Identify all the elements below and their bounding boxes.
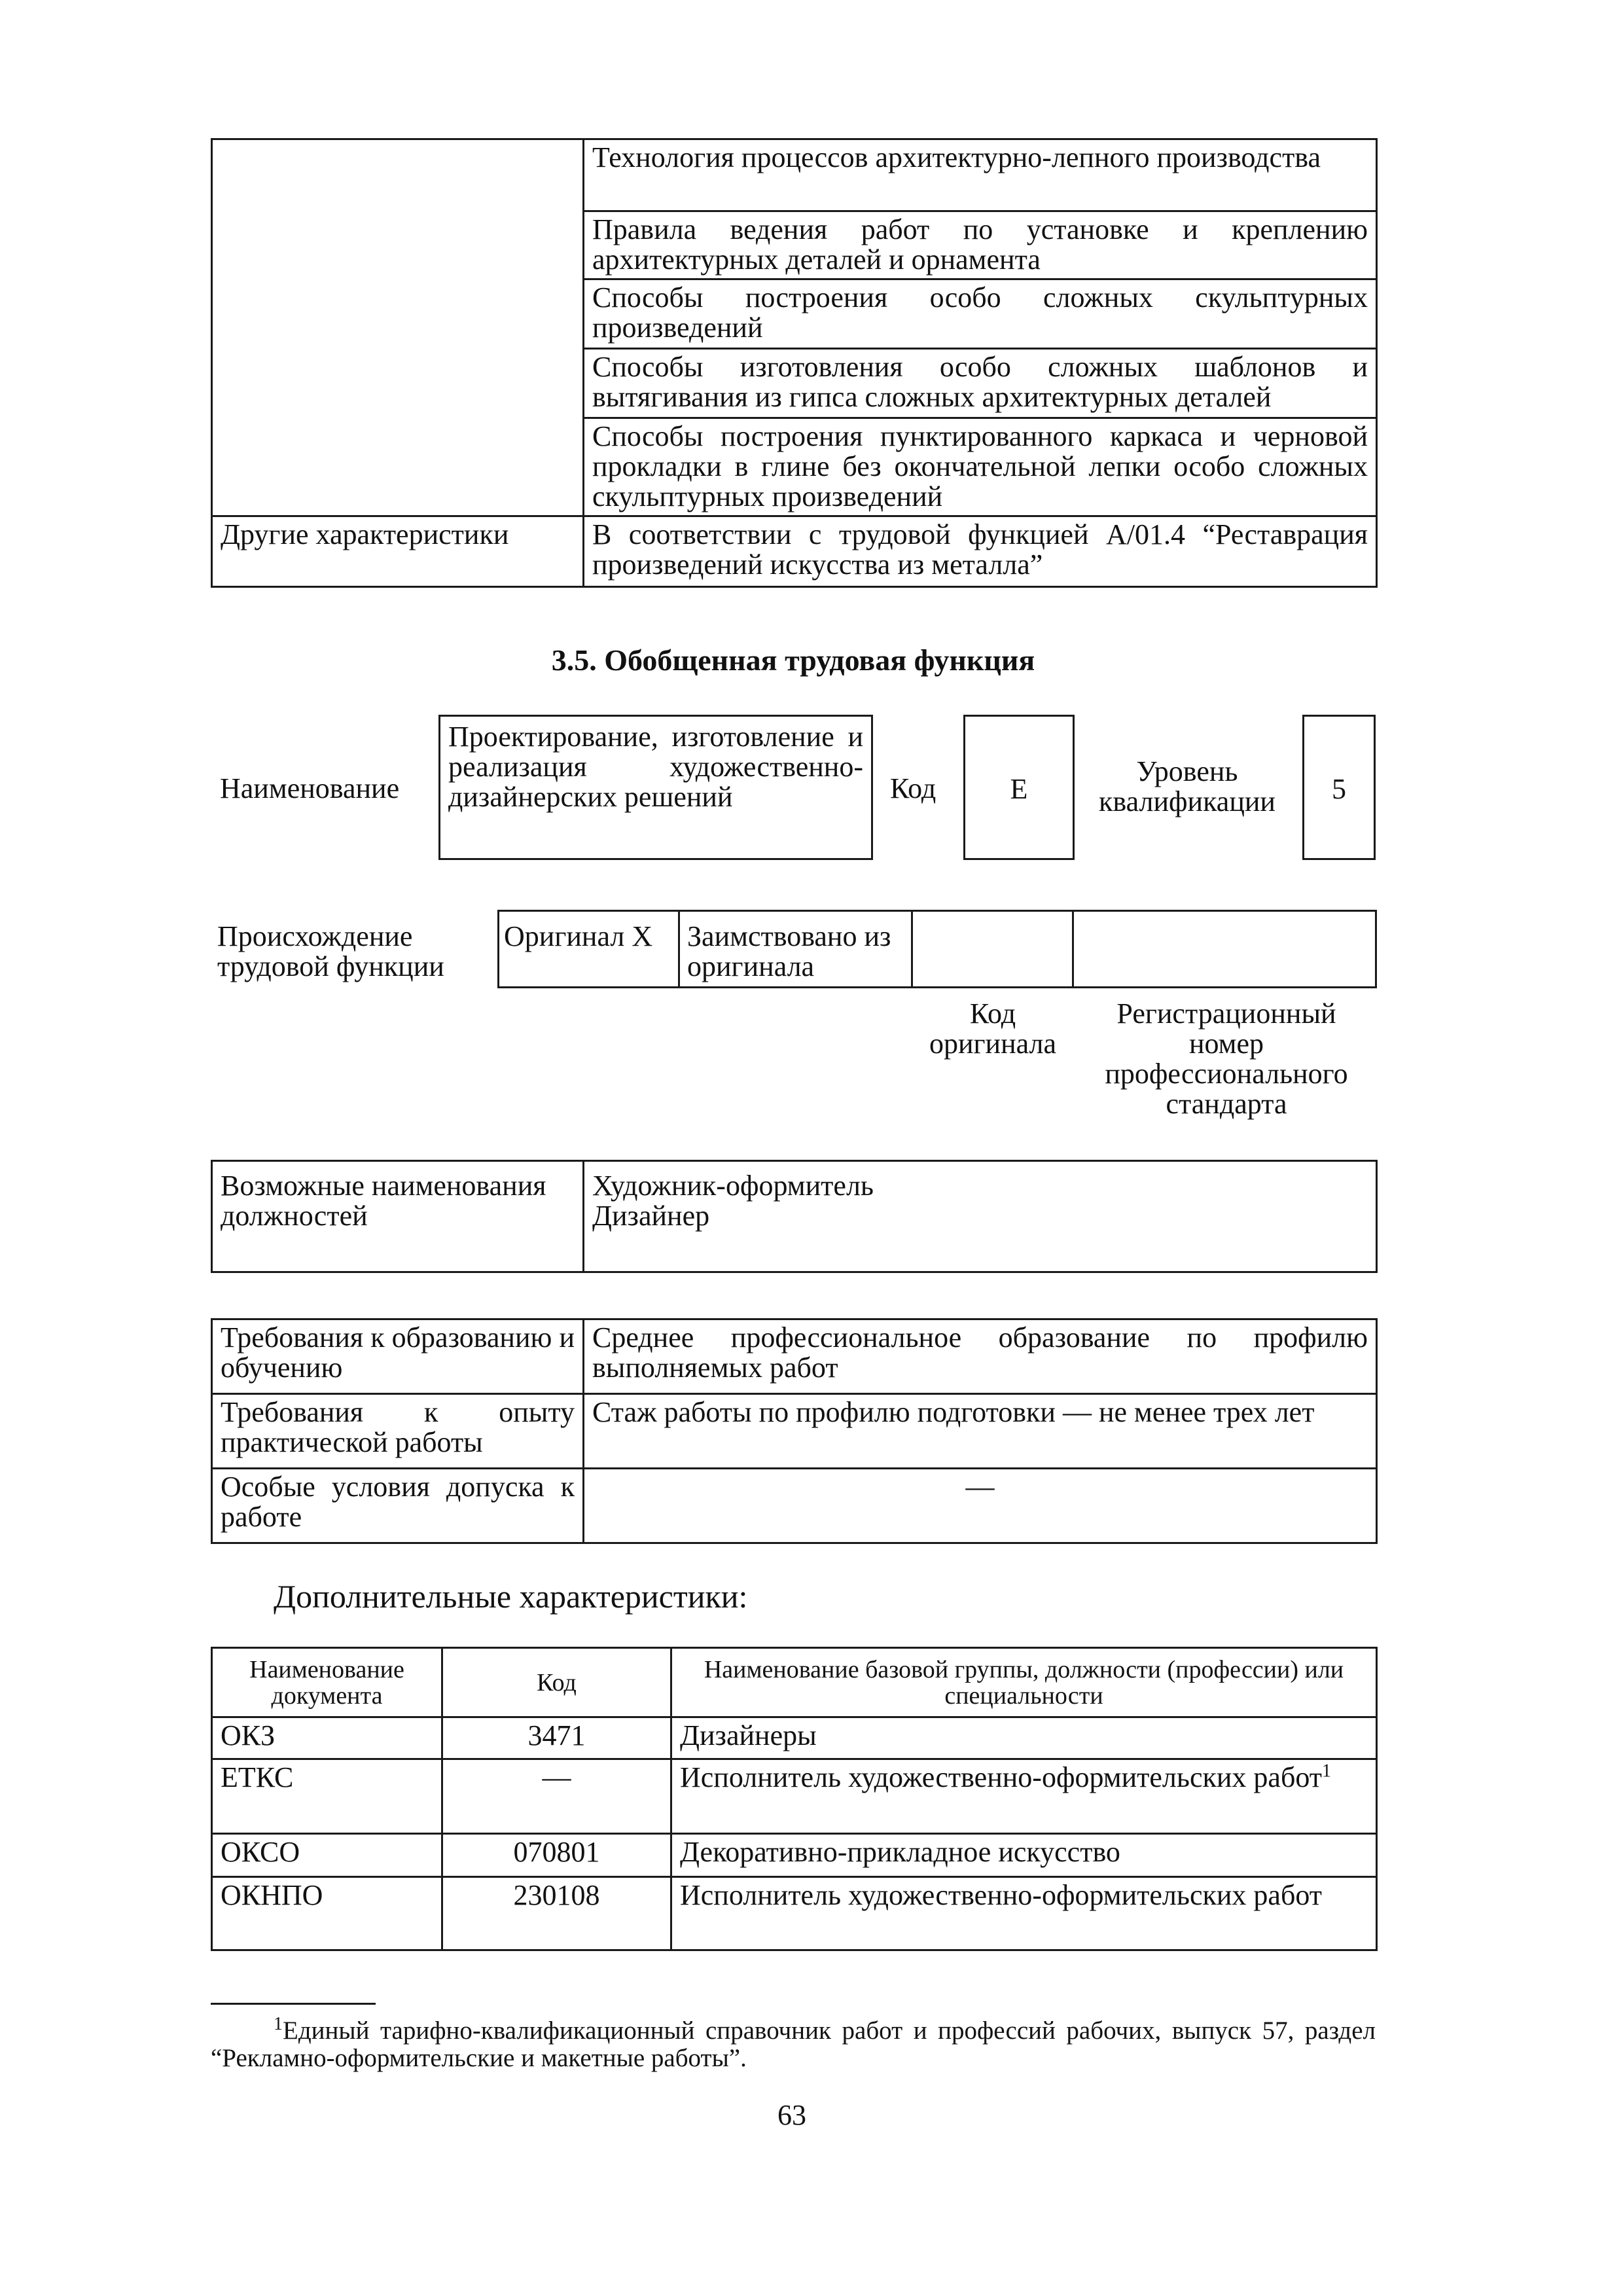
section-title: 3.5. Обобщенная трудовая функция [551,643,1035,677]
table-row [212,1759,1377,1834]
origin-code-box [1072,910,1074,988]
table-row [212,1717,1377,1759]
footnote-mark: 1 [274,2014,283,2034]
level-value: 5 [1302,715,1376,860]
column-header: Наименование документа [212,1648,442,1717]
requirement-label: Особые условия допуска к работе [212,1469,584,1543]
requirements-table [211,1318,1378,1544]
list-item: Дизайнер [592,1200,710,1232]
list-item: Художник-оформитель [592,1170,874,1202]
level-label: Уровень квалификации [1099,755,1275,817]
doc-cell: ОКНПО [212,1877,442,1950]
footnote [211,2014,1376,2072]
footnote-ref: 1 [1321,1761,1331,1782]
name-text: Исполнитель художественно-оформительских работ [680,1761,1322,1793]
column-header: Наименование базовой группы, должности (профессии) или специальности [671,1648,1377,1717]
requirement-value: Стаж работы по профилю подготовки — не менее трех лет [584,1394,1377,1469]
additional-title: Дополнительные характеристики: [274,1578,748,1615]
name-cell: Дизайнеры [671,1717,1377,1759]
code-label: Код [890,772,936,804]
table-row [212,516,1377,587]
divider [678,910,680,988]
origin-original: Оригинал X [504,920,653,952]
name-label: Наименование [220,772,400,804]
column-header: Код [442,1648,671,1717]
table-cell-left [212,139,584,516]
table-row [212,1319,1377,1394]
table-row [212,1394,1377,1469]
code-cell: 3471 [442,1717,671,1759]
table-cell-right: Способы построения пунктированного каркаса и черновой прокладки в глине без окончательной лепки особо сложных скульптурных произведений [584,418,1377,516]
requirement-value: Среднее профессиональное образование по профилю выполняемых работ [584,1319,1377,1394]
code-cell: — [442,1759,671,1834]
name-value: Проектирование, изготовление и реализация художественно-дизайнерских решений [438,715,873,860]
table-row [212,1469,1377,1543]
requirement-label: Требования к опыту практической работы [212,1394,584,1469]
table-cell-right: Правила ведения работ по установке и креплению архитектурных деталей и орнамента [584,211,1377,279]
additional-table [211,1647,1378,1951]
code-cell: 230108 [442,1877,671,1950]
origin-label: Происхождение трудовой функции [217,920,444,982]
origin-reg-caption: Регистрационный номер профессионального стандарта [1105,997,1348,1120]
divider [911,910,913,988]
table-row [212,1834,1377,1877]
origin-code-caption: Код оригинала [929,997,1057,1060]
table-cell-right: Технология процессов архитектурно-лепного производства [584,139,1377,211]
requirement-label: Требования к образованию и обучению [212,1319,584,1394]
positions-table [211,1160,1378,1273]
table-cell-left: Другие характеристики [212,516,584,587]
table-row [212,1161,1377,1272]
positions-values [584,1161,1377,1272]
table-cell-right: Способы построения особо сложных скульптурных произведений [584,279,1377,349]
name-cell: Исполнитель художественно-оформительских работ [671,1877,1377,1950]
footnote-text: Единый тарифно-квалификационный справочник работ и профессий рабочих, выпуск 57, раздел “Рекламно-оформительские и макетные работы”. [211,2017,1376,2072]
code-cell: 070801 [442,1834,671,1877]
name-cell [671,1759,1377,1834]
name-cell: Декоративно-прикладное искусство [671,1834,1377,1877]
table-cell-right: Способы изготовления особо сложных шаблонов и вытягивания из гипса сложных архитектурных деталей [584,349,1377,418]
footnote-rule [211,2003,376,2005]
page-number: 63 [777,2099,806,2131]
origin-borrowed: Заимствовано из оригинала [687,920,891,982]
table-row [212,139,1377,211]
positions-label: Возможные наименования должностей [212,1161,584,1272]
requirement-value: — [584,1469,1377,1543]
knowledge-table [211,138,1378,588]
code-value: E [963,715,1075,860]
doc-cell: ОКСО [212,1834,442,1877]
doc-cell: ОКЗ [212,1717,442,1759]
table-header-row [212,1648,1377,1717]
table-cell-right: В соответствии с трудовой функцией A/01.4 “Реставрация произведений искусства из металла” [584,516,1377,587]
doc-cell: ЕТКС [212,1759,442,1834]
table-row [212,1877,1377,1950]
